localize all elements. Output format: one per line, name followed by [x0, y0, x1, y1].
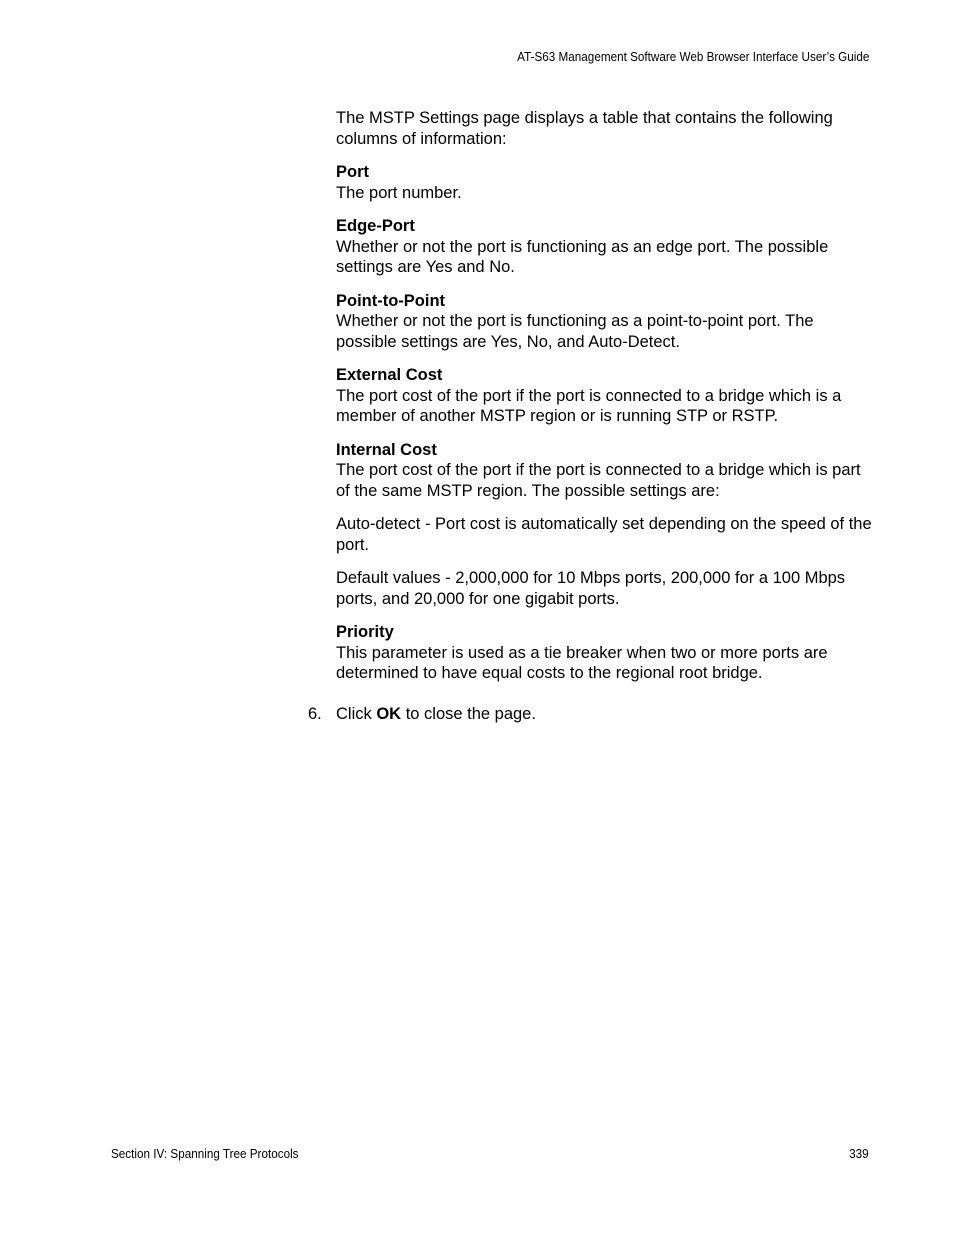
definition-description: Whether or not the port is functioning as a point-to-point port. The possible settings are Yes, No, and Auto-Detect.: [336, 312, 814, 351]
running-header: AT-S63 Management Software Web Browser Interface User’s Guide: [516, 49, 869, 64]
definition-edge-port: [336, 216, 876, 278]
definition-internal-cost: [336, 440, 876, 502]
definition-point-to-point: [336, 291, 876, 353]
internal-cost-option-auto-detect: Auto-detect - Port cost is automatically set depending on the speed of the port.: [336, 515, 872, 554]
definition-term: Internal Cost: [336, 440, 437, 459]
main-content: [336, 108, 876, 697]
definition-description: The port number.: [336, 183, 462, 202]
step-suffix: to close the page.: [405, 705, 536, 723]
definition-term: Edge-Port: [336, 217, 415, 235]
step-number: 6.: [308, 705, 322, 723]
intro-paragraph: The MSTP Settings page displays a table that contains the following columns of information:: [336, 109, 833, 148]
definition-description: The port cost of the port if the port is connected to a bridge which is part of the same MSTP region. The possible settings are:: [336, 461, 861, 500]
step-prefix: Click: [336, 705, 372, 723]
step-ok-label: OK: [376, 705, 402, 723]
definition-term: Point-to-Point: [336, 291, 446, 310]
definition-term: Port: [336, 163, 369, 181]
definition-term: External Cost: [336, 366, 443, 384]
internal-cost-option-default-values: Default values - 2,000,000 for 10 Mbps ports, 200,000 for a 100 Mbps ports, and 20,000 for one gigabit ports.: [336, 569, 846, 608]
definition-term: Priority: [336, 623, 394, 641]
definition-priority: [336, 622, 876, 684]
procedure-step: [308, 704, 536, 725]
definition-description: This parameter is used as a tie breaker when two or more ports are determined to have equal costs to the regional root bridge.: [336, 643, 828, 682]
definition-description: Whether or not the port is functioning as an edge port. The possible settings are Yes and No.: [336, 237, 829, 276]
definition-external-cost: [336, 365, 876, 427]
footer-section-title: Section IV: Spanning Tree Protocols: [111, 1146, 299, 1161]
definition-description: The port cost of the port if the port is connected to a bridge which is a member of another MSTP region or is running STP or RSTP.: [336, 386, 842, 425]
definition-port: [336, 162, 876, 203]
footer-page-number: 339: [849, 1146, 869, 1161]
